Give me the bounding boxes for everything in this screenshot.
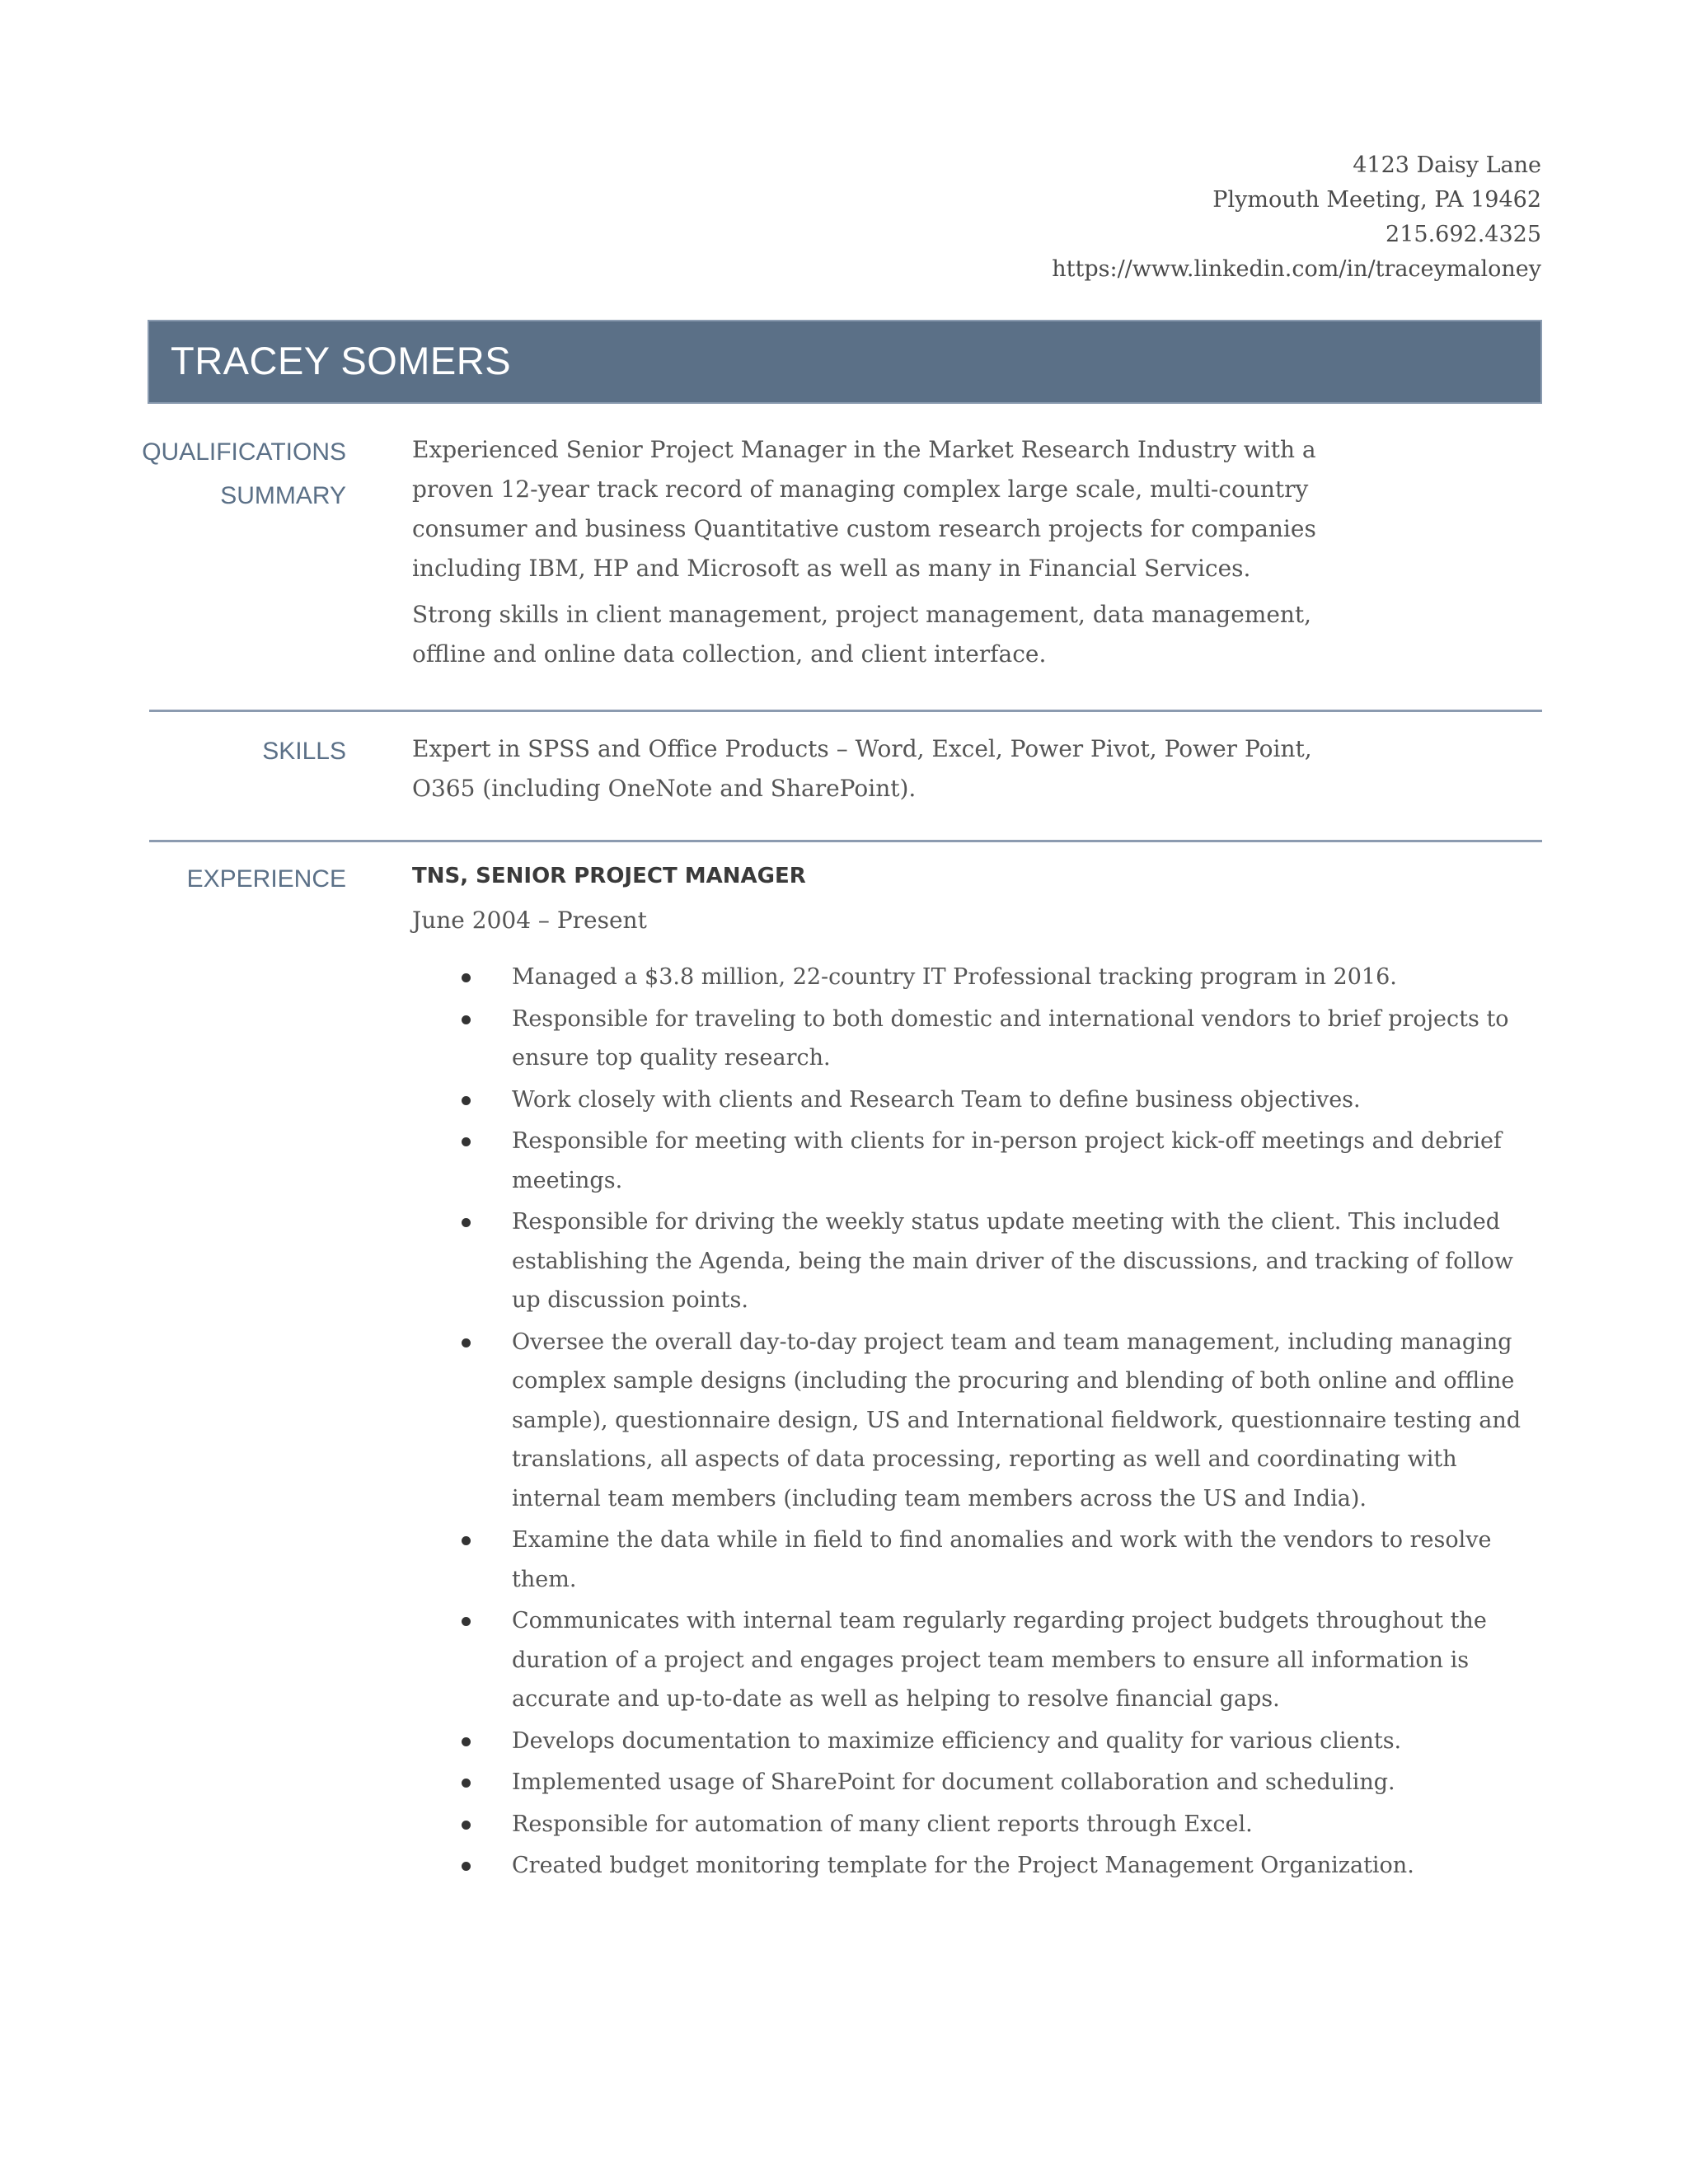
list-item xyxy=(462,1846,1546,1886)
bullet-text: Responsible for driving the weekly status update meeting with the client. This included establishing the Agenda, being the main driver of the discussions, and tracking of follow up discussion points. xyxy=(512,1209,1513,1313)
bullet-icon xyxy=(462,1779,471,1788)
list-item xyxy=(462,958,1546,997)
list-item xyxy=(462,1722,1546,1761)
job-title: TNS, SENIOR PROJECT MANAGER xyxy=(412,864,806,888)
bullet-icon xyxy=(462,1617,471,1626)
list-item xyxy=(462,1323,1546,1519)
qualifications-paragraph-2: Strong skills in client management, project management, data management, offline and online data collection, and client interface. xyxy=(412,601,1312,668)
bullet-icon xyxy=(462,1536,471,1545)
name-banner xyxy=(148,320,1542,404)
list-item xyxy=(462,1601,1546,1719)
bullet-icon xyxy=(462,1821,471,1830)
list-item xyxy=(462,1521,1546,1599)
section-divider xyxy=(149,840,1542,842)
city-state-zip: Plymouth Meeting, PA 19462 xyxy=(1212,187,1541,213)
experience-bullet-list xyxy=(462,958,1546,1888)
list-item xyxy=(462,1080,1546,1120)
bullet-text: Responsible for meeting with clients for in-person project kick-off meetings and debrief meetings. xyxy=(512,1128,1502,1193)
bullet-text: Oversee the overall day-to-day project team and team management, including managing complex sample designs (including the procuring and blending of both online and offline sample), questionnaire design, US and International fieldwork, questionnaire testing and translations, all aspects of data processing, reporting as well and coordinating with internal team members (including team members across the US and India). xyxy=(512,1329,1522,1511)
job-dates: June 2004 – Present xyxy=(412,907,647,934)
list-item xyxy=(462,1763,1546,1802)
bullet-text: Created budget monitoring template for the Project Management Organization. xyxy=(512,1853,1414,1878)
linkedin-url: https://www.linkedin.com/in/traceymaloney xyxy=(1052,256,1541,282)
qualifications-paragraph-1: Experienced Senior Project Manager in the Market Research Industry with a proven 12-year track record of managing complex large scale, multi-country consumer and business Quantitative custom research projects for companies including IBM, HP and Microsoft as well as many in Financial Services. xyxy=(412,436,1316,582)
bullet-text: Work closely with clients and Research Team to define business objectives. xyxy=(512,1086,1361,1113)
list-item xyxy=(462,1805,1546,1844)
bullet-icon xyxy=(462,1338,471,1347)
list-item xyxy=(462,1000,1546,1078)
skills-text: Expert in SPSS and Office Products – Word, Excel, Power Pivot, Power Point, O365 (including OneNote and SharePoint). xyxy=(412,735,1312,802)
bullet-text: Implemented usage of SharePoint for document collaboration and scheduling. xyxy=(512,1769,1395,1795)
street-address: 4123 Daisy Lane xyxy=(1353,152,1541,178)
qualifications-label xyxy=(142,430,346,518)
bullet-icon xyxy=(462,973,471,982)
bullet-text: Develops documentation to maximize efficiency and quality for various clients. xyxy=(512,1727,1402,1754)
bullet-icon xyxy=(462,1137,471,1146)
bullet-icon xyxy=(462,1096,471,1105)
experience-label: EXPERIENCE xyxy=(186,865,346,893)
contact-block xyxy=(1052,148,1541,287)
qualifications-label-line1: QUALIFICATIONS xyxy=(142,438,346,466)
phone-number: 215.692.4325 xyxy=(1386,222,1541,247)
qualifications-summary xyxy=(412,430,1319,674)
skills-label: SKILLS xyxy=(262,738,346,765)
qualifications-label-line2: SUMMARY xyxy=(220,482,346,509)
candidate-name: TRACEY SOMERS xyxy=(171,339,512,382)
list-item xyxy=(462,1202,1546,1320)
bullet-icon xyxy=(462,1862,471,1871)
bullet-text: Communicates with internal team regularly regarding project budgets throughout the duration of a project and engages project team members to ensure all information is accurate and up-to-date as well as helping to resolve financial gaps. xyxy=(512,1608,1487,1712)
bullet-icon xyxy=(462,1737,471,1746)
list-item xyxy=(462,1122,1546,1200)
section-divider xyxy=(149,710,1542,712)
bullet-text: Examine the data while in field to find anomalies and work with the vendors to resolve them. xyxy=(512,1527,1492,1592)
bullet-icon xyxy=(462,1218,471,1227)
bullet-text: Responsible for automation of many client reports through Excel. xyxy=(512,1811,1253,1837)
bullet-text: Managed a $3.8 million, 22-country IT Professional tracking program in 2016. xyxy=(512,964,1397,990)
bullet-text: Responsible for traveling to both domestic and international vendors to brief projects to ensure top quality research. xyxy=(512,1005,1509,1071)
bullet-icon xyxy=(462,1015,471,1024)
